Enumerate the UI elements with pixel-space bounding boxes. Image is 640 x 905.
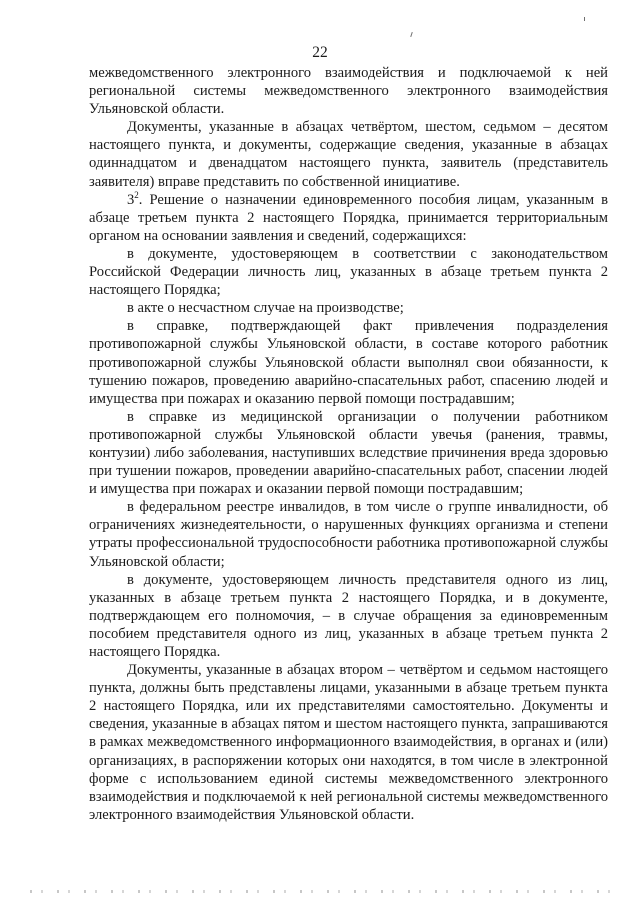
paragraph-accident-act: в акте о несчастном случае на производстве; xyxy=(127,300,404,317)
paragraph-fire-service-certificate: в справке, подтверждающей факт привлечения подразделения противопожарной службы Ульяновской области, в составе которого работник противопожарной службы Ульяновской области выполнял свои обязанности, к тушению пожаров, проведению аварийно-спасательных работ, спасению людей и имущества при пожарах и оказанию первой помощи пострадавшим; xyxy=(89,318,608,407)
clause-number-superscript: 2 xyxy=(134,189,139,200)
paragraph-disability-registry: в федеральном реестре инвалидов, в том числе о группе инвалидности, об ограничениях жизнедеятельности, о нарушенных функциях организма и степени утраты профессиональной трудоспособности работника противопожарной службы Ульяновской области; xyxy=(89,499,608,570)
paragraph-representative-document: в документе, удостоверяющем личность представителя одного из лиц, указанных в абзаце третьем пункта 2 настоящего Порядка, и в документе, подтверждающем его полномочия, – в случае обращения за единовременным пособием представителя одного из лиц, указанных в абзаце третьем пункта 2 настоящего Порядка. xyxy=(89,571,608,660)
scan-speck xyxy=(584,17,585,21)
paragraph-documents-initiative: Документы, указанные в абзацах четвёртом, шестом, седьмом – десятом настоящего пункта, и документы, содержащие сведения, указанные в абзацах одиннадцатом и двенадцатом настоящего пункта, заявитель (представитель заявителя) вправе представить по собственной инициативе. xyxy=(89,119,608,190)
paragraph-submission-rules: Документы, указанные в абзацах втором – четвёртом и седьмом настоящего пункта, должны быть представлены лицами, указанными в абзаце третьем пункта 2 настоящего Порядка, или их представителями самостоятельно. Документы и сведения, указанные в абзацах пятом и шестом настоящего пункта, запрашиваются в рамках межведомственного информационного взаимодействия, в органах и (или) организациях, в распоряжении которых они находятся, в том числе в электронной форме с использованием единой системы межведомственного электронного взаимодействия и подключаемой к ней региональной системы межведомственного электронного взаимодействия Ульяновской области. xyxy=(89,662,608,823)
scan-bottom-artifacts xyxy=(30,890,620,893)
paragraph-clause-3-2 xyxy=(89,191,608,245)
document-body xyxy=(89,64,608,824)
clause-text: . Решение о назначении единовременного пособия лицам, указанным в абзаце третьем пункта 2 настоящего Порядка, принимается территориальным органом на основании заявления и сведений, содержащихся: xyxy=(89,191,608,244)
paragraph-continuation: межведомственного электронного взаимодействия и подключаемой к ней региональной системы межведомственного электронного взаимодействия Ульяновской области. xyxy=(89,65,608,118)
page-number: 22 xyxy=(312,44,328,61)
scan-speck xyxy=(410,32,412,37)
paragraph-medical-certificate: в справке из медицинской организации о получении работником противопожарной службы Ульяновской области увечья (ранения, травмы, контузии) либо заболевания, наступивших вследствие причинения вреда здоровью при тушении пожаров, проведении аварийно-спасательных работ, спасении людей и имущества при пожарах и оказании первой помощи пострадавшим; xyxy=(89,408,608,498)
clause-number: 3 xyxy=(127,191,135,208)
paragraph-identity-document: в документе, удостоверяющем в соответствии с законодательством Российской Федерации личность лиц, указанных в абзаце третьем пункта 2 настоящего Порядка; xyxy=(89,245,608,299)
